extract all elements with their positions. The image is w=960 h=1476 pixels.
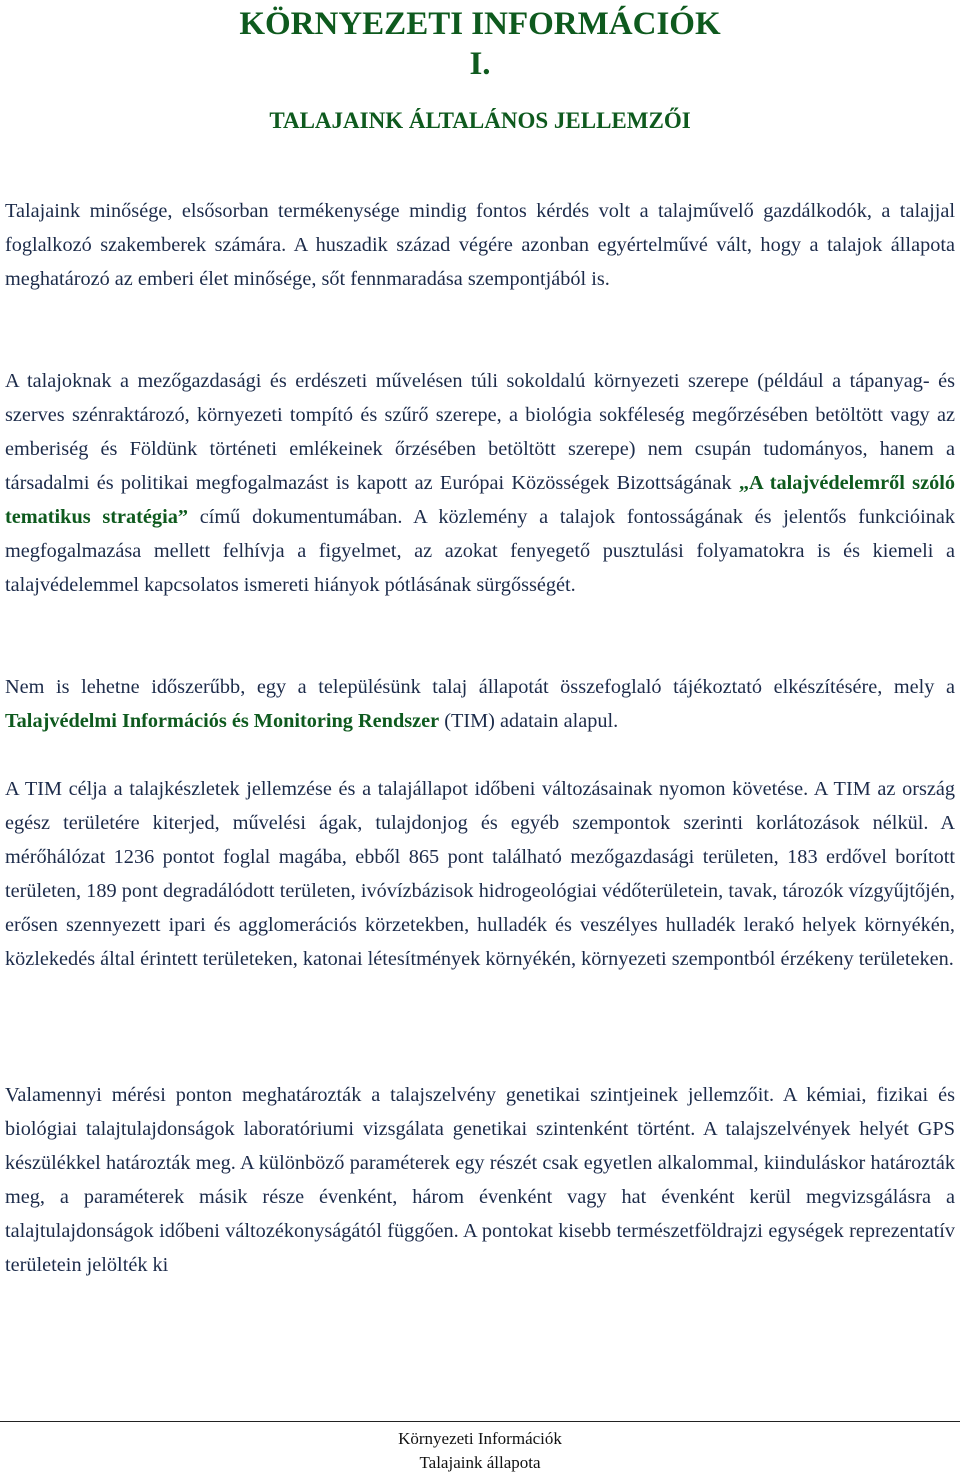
document-title [5,4,955,84]
footer-line-2: Talajaink állapota [419,1453,541,1472]
paragraph-text: című dokumentumában. A közlemény a talajok fontosságának és jelentős funkcióinak megfogalmazása mellett felhívja a figyelmet, az azokat fenyegető pusztulási folyamatokra is és kiemeli a talajvédelemmel kapcsolatos ismereti hiányok pótlásának sürgősségét. [5,506,955,596]
paragraph-text: Nem is lehetne időszerűbb, egy a településünk talaj állapotát összefoglaló tájékoztató elkészítésére, mely a [5,676,955,698]
paragraph-eu-strategy [5,364,955,602]
footer-line-1: Környezeti Információk [398,1429,562,1448]
strategy-title-emphasis: „A talajvédelemről szóló tematikus stratégia” [5,472,955,528]
title-number: I. [469,46,491,82]
tim-name-emphasis: Talajvédelmi Információs és Monitoring Rendszer [5,710,440,732]
paragraph-intro: Talajaink minősége, elsősorban termékenysége mindig fontos kérdés volt a talajművelő gazdálkodók, a talajjal foglalkozó szakemberek számára. A huszadik század végére azonban egyértelművé vált, hogy a talajok állapota meghatározó az emberi élet minősége, sőt fennmaradása szempontjából is. [5,200,955,290]
document-page [5,0,955,1276]
paragraph-tim-goal: A TIM célja a talajkészletek jellemzése és a talajállapot időbeni változásainak nyomon követése. A TIM az ország egész területére kiterjed, művelési ágak, tulajdonjog és egyéb szempontok szerinti korlátozások nélkül. A mérőhálózat 1236 pontot foglal magába, ebből 865 pont található mezőgazdasági területen, 183 erdővel borított területen, 189 pont degradálódott területen, ivóvízbázisok hidrogeológiai védőterületein, tavak, tározók vízgyűjtőjén, erősen szennyezett ipari és agglomerációs körzetekben, hulladék és veszélyes hulladék lerakó helyek környékén, közlekedés által érintett területeken, katonai létesítmények környékén, környezeti szempontból érzékeny területeken. [5,778,955,970]
paragraph-text: (TIM) adatain alapul. [439,710,619,732]
page-footer [0,1427,960,1475]
paragraph-measurement: Valamennyi mérési ponton meghatározták a talajszelvény genetikai szintjeinek jellemzőit. A kémiai, fizikai és biológiai talajtulajdonságok laboratóriumi vizsgálata genetikai szintenként történt. A talajszelvények helyét GPS készülékkel határozták meg. A különböző paraméterek egy részét csak egyetlen alkalommal, kiinduláskor határozták meg, a paraméterek másik része évenként, három évenként vagy hat évenként kerül megvizsgálásra a talajtulajdonságok időbeni változékonyságától függően. A pontokat kisebb természetföldrajzi egységek reprezentatív területein jelölték ki [5,1084,955,1276]
paragraph-tim-intro [5,670,955,738]
paragraph-text: A talajoknak a mezőgazdasági és erdészeti művelésen túli sokoldalú környezeti szerepe (például a tápanyag- és szerves szénraktározó, környezeti tompító és szűrő szerepe, a biológia sokféleség megőrzésében betöltött vagy az emberiség és Földünk történeti emlékeinek őrzésében betöltött szerepe) nem csupán tudományos, hanem a társadalmi és politikai megfogalmazást is kapott az Európai Közösségek Bizottságának [5,370,955,494]
footer-divider [0,1421,960,1422]
section-heading: TALAJAINK ÁLTALÁNOS JELLEMZŐI [269,108,691,133]
title-text: KÖRNYEZETI INFORMÁCIÓK [239,6,721,42]
